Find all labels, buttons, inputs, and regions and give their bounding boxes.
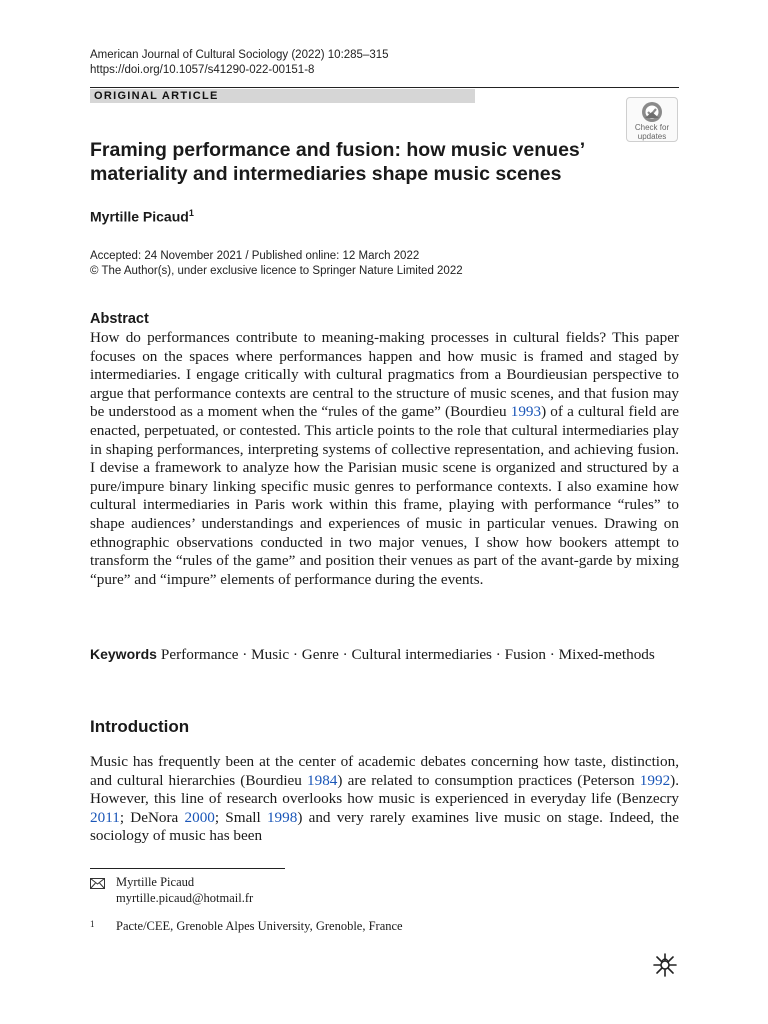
introduction-body xyxy=(90,753,679,846)
citation-link[interactable]: 1993 xyxy=(510,403,542,421)
envelope-icon xyxy=(90,878,105,889)
publication-dates: Accepted: 24 November 2021 / Published online: 12 March 2022 xyxy=(90,250,420,262)
header-rule xyxy=(90,87,679,88)
article-title: Framing performance and fusion: how music venues’ materiality and intermediaries shape music scenes xyxy=(90,139,585,185)
intro-text: Music has frequently been at the center of academic debates concerning how taste, distinction, and cultural hierarchies (Bourdieu xyxy=(90,753,679,789)
keywords-label: Keywords xyxy=(90,646,157,662)
citation-link[interactable]: 1992 xyxy=(639,771,671,789)
affiliation-text: Pacte/CEE, Grenoble Alpes University, Grenoble, France xyxy=(116,919,403,933)
article-type-label: ORIGINAL ARTICLE xyxy=(90,89,475,103)
check-for-updates-icon xyxy=(641,101,663,123)
springer-horse-logo xyxy=(650,950,680,980)
abstract-body xyxy=(90,329,679,589)
author-line xyxy=(90,208,194,225)
citation-link[interactable]: 1984 xyxy=(307,771,338,789)
contact-name: Myrtille Picaud xyxy=(116,875,195,889)
keywords-list: Performance · Music · Genre · Cultural intermediaries · Fusion · Mixed-methods xyxy=(160,646,655,663)
keywords-line xyxy=(90,645,679,664)
author-affiliation-mark: 1 xyxy=(188,208,194,218)
doi-link[interactable]: https://doi.org/10.1057/s41290-022-00151-8 xyxy=(90,64,315,76)
affiliation-number: 1 xyxy=(90,919,95,929)
abstract-text: ) of a cultural field are enacted, perpetuated, or contested. This article points to the role that cultural intermediaries play in shaping performances, interpreting systems of collective representation, and achieving fusion. I devise a framework to analyze how the Parisian music scene is organized and structured by a pure/impure binary linking specific music genres to performance contexts. I also examine how cultural intermediaries in Paris work within this frame, playing with performance “rules” to shape audiences’ understandings and experiences of music in particular venues. Drawing on ethnographic observations conducted in two major venues, I show how bookers attempt to transform the “rules of the game” and position their venues as part of the avant-garde by mixing “pure” and “impure” elements of performance during the events. xyxy=(90,403,679,588)
introduction-heading: Introduction xyxy=(90,717,190,736)
abstract-heading: Abstract xyxy=(90,311,149,327)
article-meta xyxy=(90,249,463,279)
citation-link[interactable]: 1998 xyxy=(266,808,298,826)
journal-citation: American Journal of Cultural Sociology (2022) 10:285–315 xyxy=(90,49,389,61)
check-for-updates-button[interactable] xyxy=(626,97,678,142)
intro-text: ; Small xyxy=(214,808,267,826)
abstract-text: How do performances contribute to meaning-making processes in cultural fields? This paper focuses on the spaces where performances happen and how music is framed and staged by intermediaries. I engage critically with cultural pragmatics from a Bourdieusian perspective to argue that performance contexts are central to the structure of music scenes, and that fusion may be understood as a moment when the “rules of the game” (Bourdieu xyxy=(90,329,679,421)
citation-link[interactable]: 2011 xyxy=(90,808,120,826)
intro-text: ) and very rarely examines live music on stage. Indeed, the sociology of music has been xyxy=(90,808,679,845)
intro-text: ; DeNora xyxy=(119,808,185,826)
journal-header xyxy=(90,48,389,78)
corresponding-author xyxy=(116,874,253,906)
intro-text: ). However, this line of research overlooks how music is experienced in everyday life (Benzecry xyxy=(90,771,680,808)
contact-email[interactable]: myrtille.picaud@hotmail.fr xyxy=(116,891,254,905)
copyright-notice: © The Author(s), under exclusive licence to Springer Nature Limited 2022 xyxy=(90,265,463,277)
check-for-updates-label: Check for updates xyxy=(634,123,670,141)
citation-link[interactable]: 2000 xyxy=(184,808,215,826)
footnote-rule xyxy=(90,868,285,869)
intro-text: ) are related to consumption practices (Peterson xyxy=(337,771,640,789)
author-name[interactable]: Myrtille Picaud xyxy=(90,208,189,225)
